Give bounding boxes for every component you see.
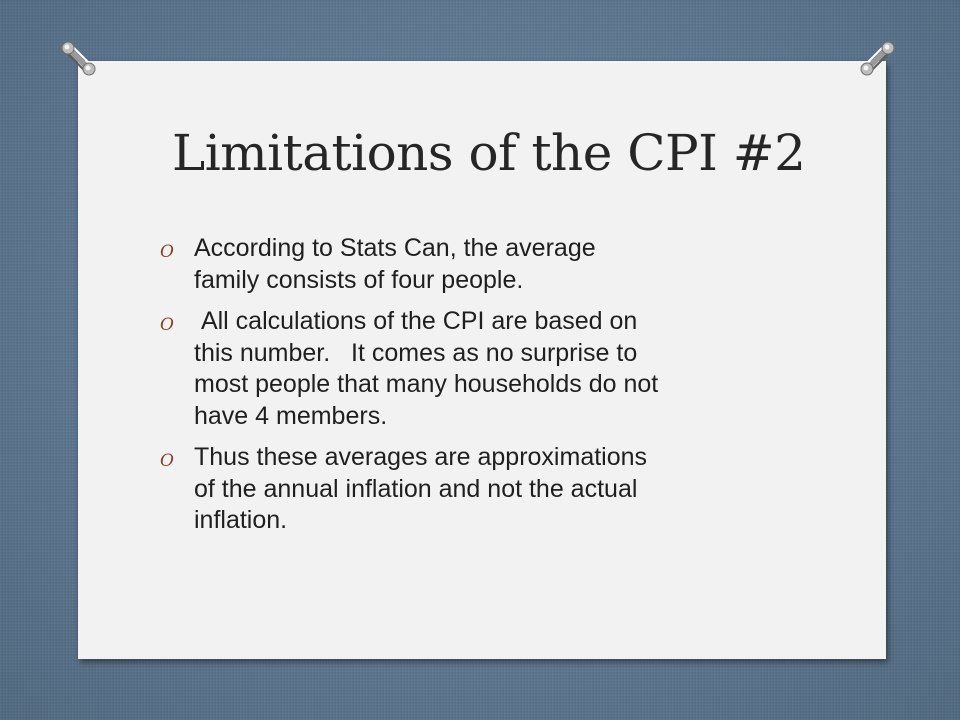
bullet-text-2-line-2: this number. It comes as no surprise to <box>194 338 638 367</box>
bullet-marker-icon: O <box>160 451 174 471</box>
bullet-item-2 <box>160 306 810 432</box>
bullet-text-3-line-3: inflation. <box>194 506 288 534</box>
bullet-marker-icon: O <box>160 242 174 262</box>
bullet-item-1 <box>160 233 810 296</box>
pushpin-icon-top-left <box>60 40 98 78</box>
pushpin-icon-top-right <box>858 40 896 78</box>
bullet-text-2-line-4: have 4 members. <box>194 401 388 430</box>
bullet-text-2-line-3: most people that many households do not <box>194 370 659 398</box>
bullet-list <box>160 233 810 547</box>
bullet-marker-icon: O <box>160 315 174 335</box>
bullet-text-3-line-1: Thus these averages are approximations <box>194 443 648 471</box>
bullet-item-3 <box>160 442 810 537</box>
bullet-text-1-line-1: According to Stats Can, the average <box>194 234 596 262</box>
bullet-text-1-line-2: family consists of four people. <box>194 265 524 294</box>
bullet-text-2-line-1: All calculations of the CPI are based on <box>194 307 638 335</box>
slide-title: Limitations of the CPI #2 <box>172 124 806 182</box>
bullet-text-3-line-2: of the annual inflation and not the actual <box>194 474 638 503</box>
